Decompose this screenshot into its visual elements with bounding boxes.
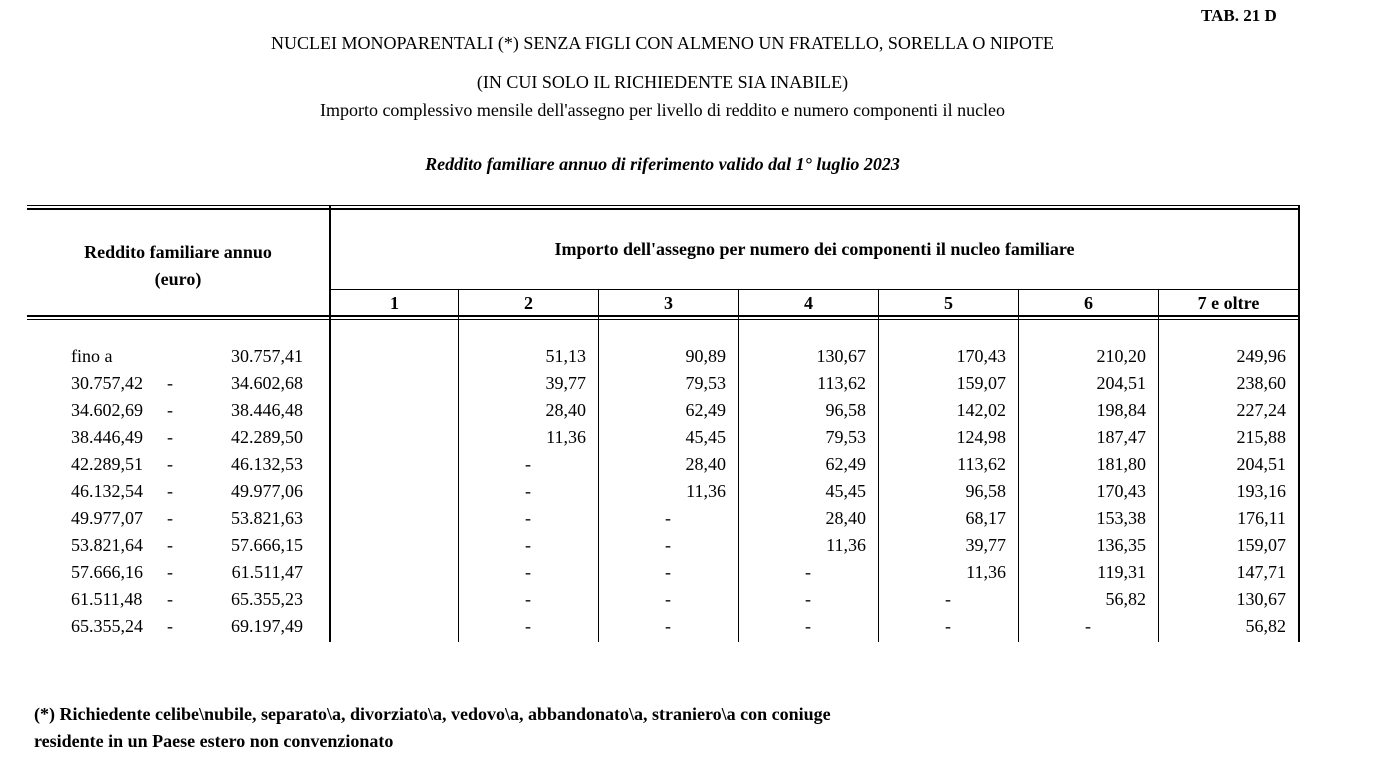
amount-cell-col3: 79,53 <box>685 373 726 393</box>
amount-cell-col5: 11,36 <box>966 562 1006 582</box>
col-header-6: 6 <box>1084 293 1093 313</box>
income-range-dash: - <box>167 373 173 393</box>
amount-cell-col6: 119,31 <box>1097 562 1146 582</box>
table-row <box>27 346 1300 373</box>
amount-cell-col7: 193,16 <box>1236 481 1286 501</box>
amount-cell-col4: 113,62 <box>817 373 866 393</box>
col-header-5: 5 <box>944 293 953 313</box>
amount-cell-col7: 204,51 <box>1236 454 1286 474</box>
page-title-line2: (IN CUI SOLO IL RICHIEDENTE SIA INABILE) <box>476 72 849 92</box>
table-top-rule <box>27 205 1300 206</box>
amount-cell-col4: 28,40 <box>825 508 866 528</box>
income-from: 65.355,24 <box>71 616 143 636</box>
col-header-2: 2 <box>524 293 533 313</box>
table-row <box>27 373 1300 400</box>
income-header-line1: Reddito familiare annuo <box>84 242 272 262</box>
amount-cell-col2: 51,13 <box>545 346 586 366</box>
amount-cell-col2: - <box>525 508 531 528</box>
table-row <box>27 481 1300 508</box>
income-range-dash: - <box>167 535 173 555</box>
amount-cell-col3: - <box>665 589 671 609</box>
amount-cell-col6: 170,43 <box>1096 481 1146 501</box>
amount-cell-col3: 62,49 <box>685 400 726 420</box>
amount-cell-col5: 124,98 <box>956 427 1006 447</box>
amount-cell-col3: - <box>665 535 671 555</box>
income-to: 65.355,23 <box>231 589 303 609</box>
table-top-rule-inner <box>27 208 1300 210</box>
amount-cell-col3: 45,45 <box>685 427 726 447</box>
amount-cell-col5: 68,17 <box>965 508 1006 528</box>
amount-cell-col6: 153,38 <box>1096 508 1146 528</box>
amount-cell-col2: - <box>525 562 531 582</box>
income-to: 38.446,48 <box>231 400 303 420</box>
amount-header: Importo dell'assegno per numero dei componenti il nucleo familiare <box>554 239 1075 259</box>
amount-cell-col3: - <box>665 562 671 582</box>
income-to: 30.757,41 <box>231 346 303 366</box>
amount-cell-col7: 249,96 <box>1236 346 1286 366</box>
income-range-dash: - <box>167 481 173 501</box>
amount-cell-col2: - <box>525 589 531 609</box>
header-bottom-rule-inner <box>27 319 1300 320</box>
footnote <box>34 701 831 755</box>
amount-cell-col2: 39,77 <box>545 373 586 393</box>
amount-cell-col5: 96,58 <box>965 481 1006 501</box>
income-from: 46.132,54 <box>71 481 143 501</box>
income-from: 61.511,48 <box>71 589 143 609</box>
income-header-line2: (euro) <box>154 269 202 289</box>
amount-cell-col6: 198,84 <box>1096 400 1146 420</box>
income-to: 61.511,47 <box>231 562 303 582</box>
amount-cell-col4: - <box>805 616 811 636</box>
table-row <box>27 616 1300 643</box>
table-row <box>27 508 1300 535</box>
income-to: 42.289,50 <box>231 427 303 447</box>
amount-cell-col7: 56,82 <box>1245 616 1286 636</box>
table-row <box>27 535 1300 562</box>
amount-cell-col7: 238,60 <box>1236 373 1286 393</box>
income-range-dash: - <box>167 454 173 474</box>
income-range-dash: - <box>167 508 173 528</box>
income-from: fino a <box>71 346 113 366</box>
amount-cell-col3: - <box>665 616 671 636</box>
amount-cell-col5: 170,43 <box>956 346 1006 366</box>
col-header-4: 4 <box>804 293 813 313</box>
amount-cell-col6: - <box>1085 616 1091 636</box>
header-mid-rule <box>329 289 1300 290</box>
amount-cell-col5: - <box>945 589 951 609</box>
footnote-line1: (*) Richiedente celibe\nubile, separato\a, divorziato\a, vedovo\a, abbandonato\a, straniero\a con coniuge <box>34 704 831 724</box>
amount-cell-col6: 56,82 <box>1105 589 1146 609</box>
reference-period: Reddito familiare annuo di riferimento valido dal 1° luglio 2023 <box>425 154 900 174</box>
income-range-dash: - <box>167 400 173 420</box>
income-header <box>27 239 329 293</box>
amount-cell-col5: 142,02 <box>956 400 1006 420</box>
allowance-table <box>27 205 1300 642</box>
amount-cell-col7: 176,11 <box>1237 508 1286 528</box>
income-from: 42.289,51 <box>71 454 143 474</box>
amount-cell-col4: 79,53 <box>825 427 866 447</box>
table-row <box>27 562 1300 589</box>
page-subtitle: Importo complessivo mensile dell'assegno per livello di reddito e numero componenti il nucleo <box>319 100 1006 120</box>
income-range-dash: - <box>167 562 173 582</box>
income-from: 53.821,64 <box>71 535 143 555</box>
amount-cell-col5: 113,62 <box>957 454 1006 474</box>
amount-cell-col2: - <box>525 481 531 501</box>
amount-cell-col6: 187,47 <box>1096 427 1146 447</box>
col-header-3: 3 <box>664 293 673 313</box>
income-range-dash: - <box>167 427 173 447</box>
income-from: 57.666,16 <box>71 562 143 582</box>
header-bottom-rule <box>27 315 1300 317</box>
amount-cell-col7: 215,88 <box>1236 427 1286 447</box>
page-title: NUCLEI MONOPARENTALI (*) SENZA FIGLI CON ALMENO UN FRATELLO, SORELLA O NIPOTE <box>271 33 1054 53</box>
income-from: 38.446,49 <box>71 427 143 447</box>
amount-cell-col3: 28,40 <box>685 454 726 474</box>
income-range-dash: - <box>167 589 173 609</box>
income-from: 49.977,07 <box>71 508 143 528</box>
amount-cell-col7: 130,67 <box>1236 589 1286 609</box>
income-to: 69.197,49 <box>231 616 303 636</box>
amount-cell-col5: 159,07 <box>956 373 1006 393</box>
amount-cell-col7: 159,07 <box>1236 535 1286 555</box>
amount-cell-col3: 90,89 <box>685 346 726 366</box>
amount-cell-col3: - <box>665 508 671 528</box>
income-to: 34.602,68 <box>231 373 303 393</box>
amount-cell-col4: 96,58 <box>825 400 866 420</box>
amount-cell-col6: 181,80 <box>1096 454 1146 474</box>
income-to: 46.132,53 <box>231 454 303 474</box>
amount-cell-col2: - <box>525 535 531 555</box>
income-range-dash: - <box>167 616 173 636</box>
table-row <box>27 427 1300 454</box>
col-header-1: 1 <box>390 293 399 313</box>
tab-code: TAB. 21 D <box>1201 6 1277 25</box>
income-to: 49.977,06 <box>231 481 303 501</box>
table-row <box>27 400 1300 427</box>
amount-cell-col7: 147,71 <box>1236 562 1286 582</box>
amount-cell-col6: 204,51 <box>1096 373 1146 393</box>
amount-cell-col4: - <box>805 562 811 582</box>
amount-cell-col3: 11,36 <box>686 481 726 501</box>
amount-cell-col6: 136,35 <box>1096 535 1146 555</box>
amount-cell-col7: 227,24 <box>1236 400 1286 420</box>
amount-cell-col5: 39,77 <box>965 535 1006 555</box>
amount-cell-col4: 62,49 <box>825 454 866 474</box>
amount-cell-col4: 11,36 <box>826 535 866 555</box>
amount-cell-col5: - <box>945 616 951 636</box>
amount-cell-col4: - <box>805 589 811 609</box>
amount-cell-col2: 11,36 <box>546 427 586 447</box>
footnote-line2: residente in un Paese estero non convenzionato <box>34 731 394 751</box>
col-header-7: 7 e oltre <box>1197 293 1260 313</box>
income-to: 53.821,63 <box>231 508 303 528</box>
table-row <box>27 454 1300 481</box>
amount-cell-col2: - <box>525 616 531 636</box>
income-from: 34.602,69 <box>71 400 143 420</box>
amount-cell-col4: 45,45 <box>825 481 866 501</box>
amount-cell-col6: 210,20 <box>1096 346 1146 366</box>
table-row <box>27 589 1300 616</box>
amount-cell-col4: 130,67 <box>816 346 866 366</box>
amount-cell-col2: - <box>525 454 531 474</box>
income-to: 57.666,15 <box>231 535 303 555</box>
income-from: 30.757,42 <box>71 373 143 393</box>
amount-cell-col2: 28,40 <box>545 400 586 420</box>
